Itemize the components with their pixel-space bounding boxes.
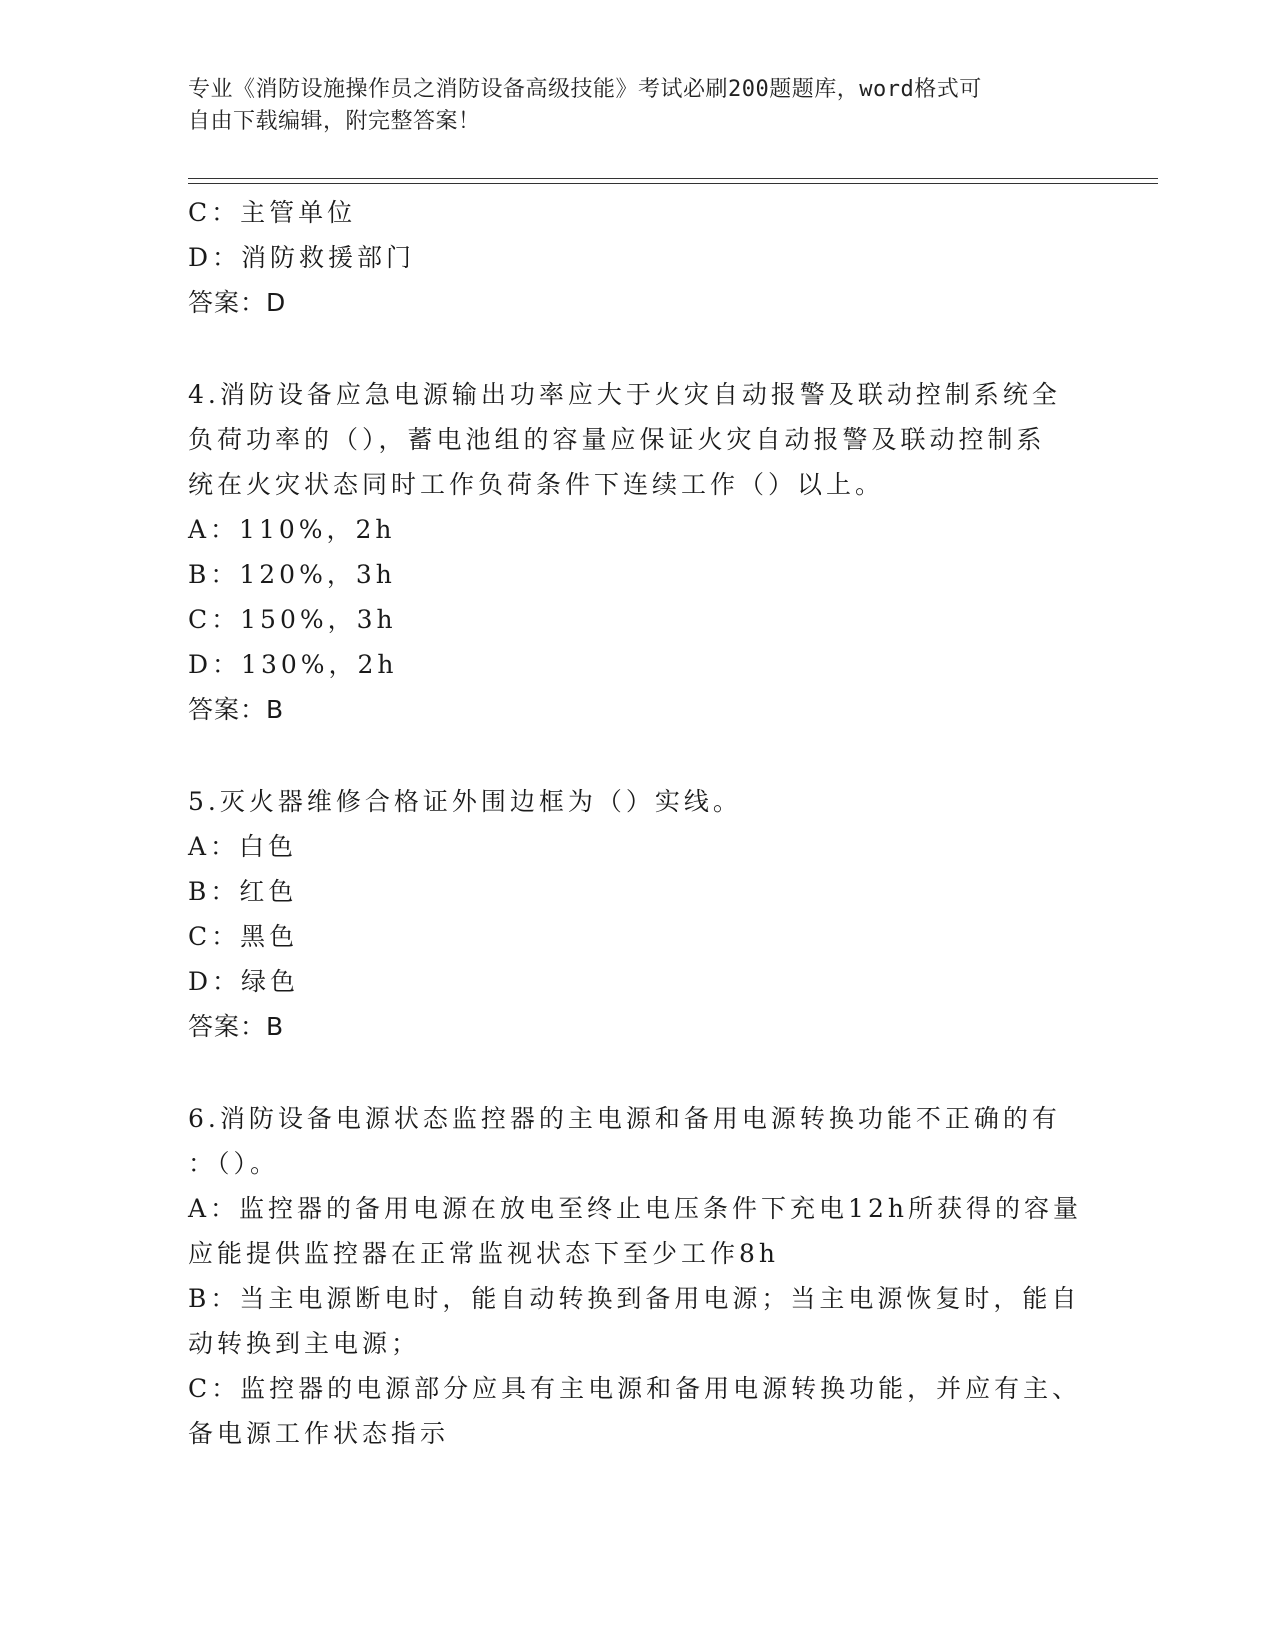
option-line: D：消防救援部门 [188,243,416,272]
option-line: 应能提供监控器在正常监视状态下至少工作8h [188,1239,780,1268]
option-line: B：120%，3h [188,560,396,589]
header-rule-secondary [188,183,1158,184]
answer-line: 答案：B [188,695,285,724]
document-header [188,74,1068,138]
question-stem-line: 统在火灾状态同时工作负荷条件下连续工作（）以上。 [188,470,885,499]
question-stem-line: 6.消防设备电源状态监控器的主电源和备用电源转换功能不正确的有 [188,1104,1061,1133]
question-content [188,190,1088,1456]
option-line: C：150%，3h [188,605,397,634]
question-stem-line: 负荷功率的（），蓄电池组的容量应保证火灾自动报警及联动控制系 [188,425,1046,454]
question-stem-line: 5.灭火器维修合格证外围边框为（）实线。 [188,787,742,816]
question-stem-line: ：（）。 [188,1149,280,1178]
option-line: D：绿色 [188,967,300,996]
option-line: C：黑色 [188,922,299,951]
header-line-2: 自由下载编辑，附完整答案！ [188,109,481,134]
option-line: B：当主电源断电时，能自动转换到备用电源；当主电源恢复时，能自 [188,1284,1081,1313]
question-stem-line: 4.消防设备应急电源输出功率应大于火灾自动报警及联动控制系统全 [188,380,1061,409]
option-line: A：白色 [188,832,298,861]
question-5 [188,779,1088,1049]
option-line: C：主管单位 [188,198,357,227]
option-line: D：130%，2h [188,650,398,679]
question-6 [188,1096,1088,1456]
question-4 [188,372,1088,732]
answer-line: 答案：D [188,288,287,317]
header-line-1: 专业《消防设施操作员之消防设备高级技能》考试必刷200题题库，word格式可 [188,77,982,102]
option-line: B：红色 [188,877,298,906]
option-line: 动转换到主电源； [188,1329,421,1358]
answer-line: 答案：B [188,1012,285,1041]
option-line: 备电源工作状态指示 [188,1419,450,1448]
header-rule [188,178,1158,179]
question-3-tail [188,190,1088,325]
option-line: A：监控器的备用电源在放电至终止电压条件下充电12h所获得的容量 [188,1194,1082,1223]
option-line: C：监控器的电源部分应具有主电源和备用电源转换功能，并应有主、 [188,1374,1082,1403]
option-line: A：110%，2h [188,515,396,544]
